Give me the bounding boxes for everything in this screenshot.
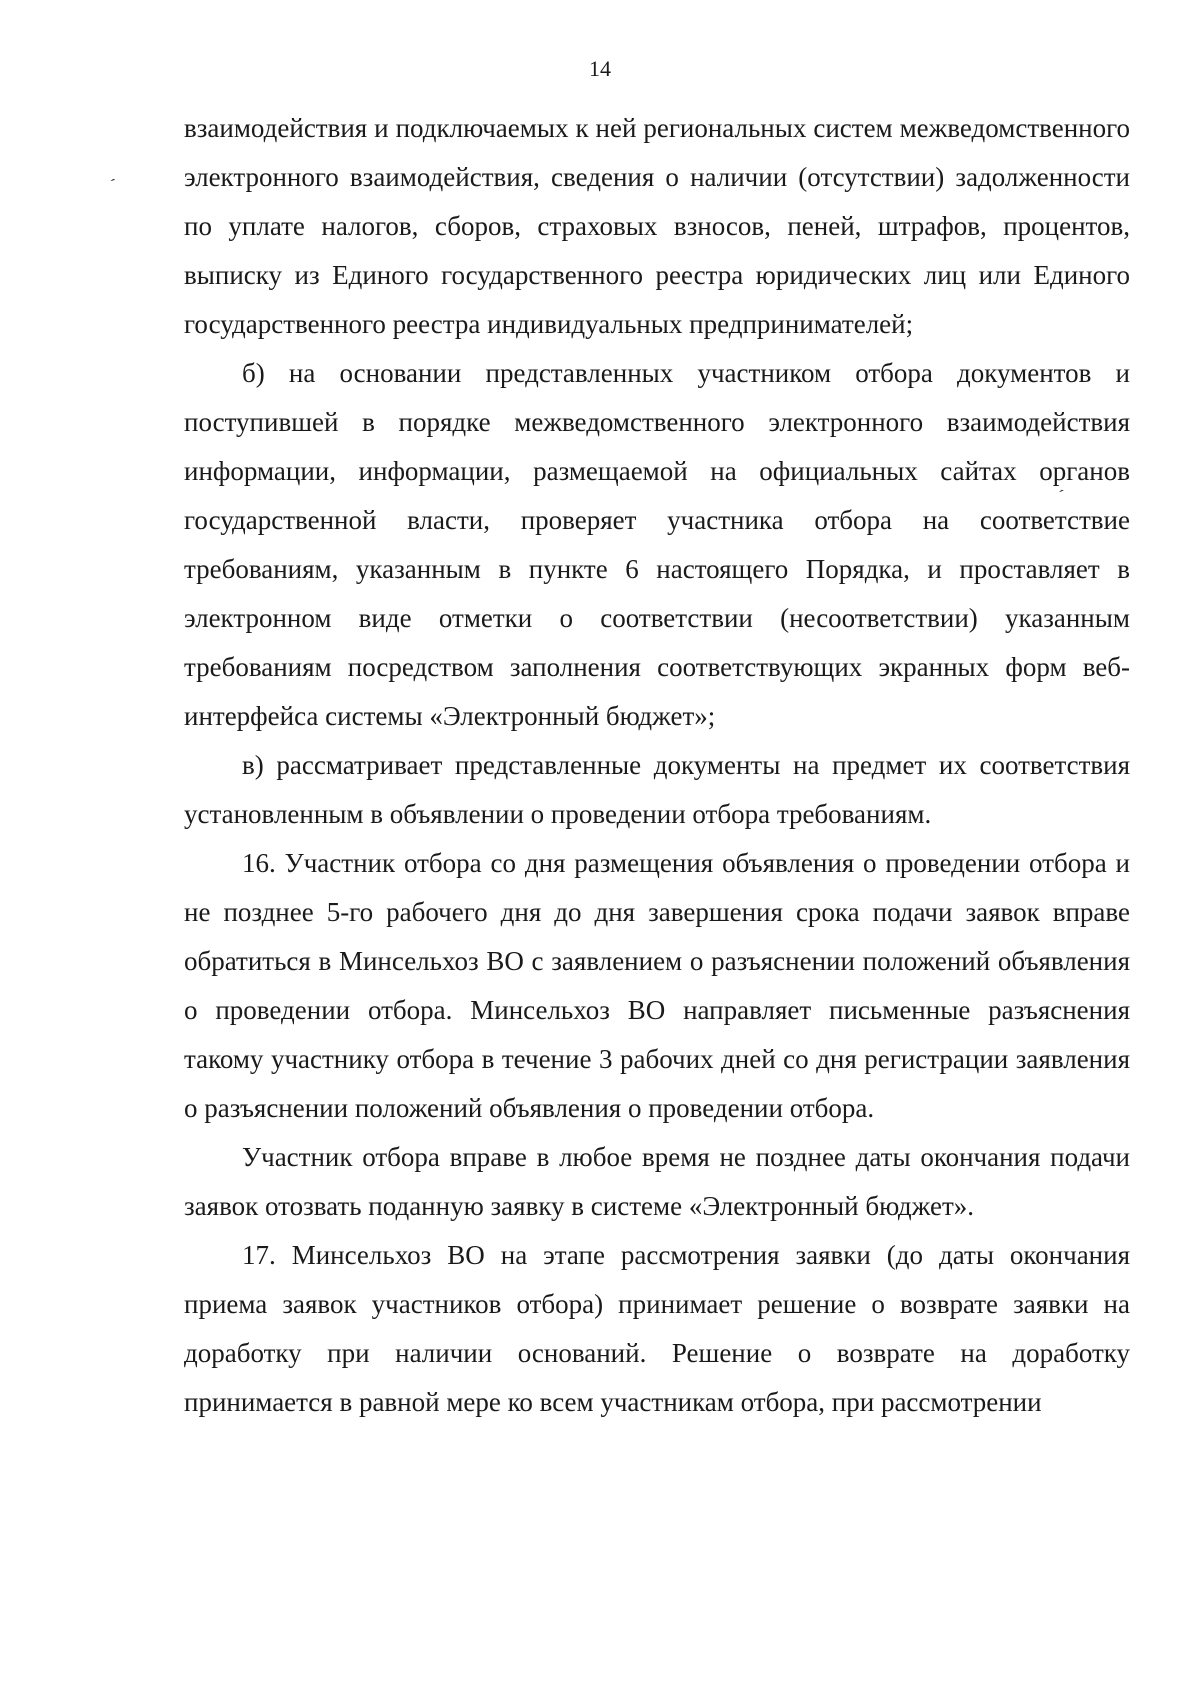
document-body — [184, 104, 1130, 1427]
paragraph-clause-17: 17. Минсельхоз ВО на этапе рассмотрения заявки (до даты окончания приема заявок участников отбора) принимает решение о возврате заявки на доработку при наличии оснований. Решение о возврате на доработку принимается в равной мере ко всем участникам отбора, при рассмотрении — [184, 1240, 1130, 1417]
paragraph-clause-16: 16. Участник отбора со дня размещения объявления о проведении отбора и не позднее 5-го рабочего дня до дня завершения срока подачи заявок вправе обратиться в Минсельхоз ВО с заявлением о разъяснении положений объявления о проведении отбора. Минсельхоз ВО направляет письменные разъяснения такому участнику отбора в течение 3 рабочих дней со дня регистрации заявления о разъяснении положений объявления о проведении отбора. — [184, 848, 1130, 1123]
paragraph-item-b: б) на основании представленных участником отбора документов и поступившей в порядке межведомственного электронного взаимодействия информации, информации, размещаемой на официальных сайтах органов государственной власти, проверяет участника отбора на соответствие требованиям, указанным в пункте 6 настоящего Порядка, и проставляет в электронном виде отметки о соответствии (несоответствии) указанным требованиям посредством заполнения соответствующих экранных форм веб-интерфейса системы «Электронный бюджет»; — [184, 358, 1130, 731]
margin-tick-mark: ˊ — [104, 174, 118, 196]
paragraph-clause-16-withdraw: Участник отбора вправе в любое время не позднее даты окончания подачи заявок отозвать поданную заявку в системе «Электронный бюджет». — [184, 1142, 1130, 1221]
page-number: 14 — [589, 56, 611, 81]
margin-tick-mark: ˊ — [1054, 485, 1066, 507]
paragraph-item-v: в) рассматривает представленные документы на предмет их соответствия установленным в объявлении о проведении отбора требованиям. — [184, 750, 1130, 829]
paragraph-continuation: взаимодействия и подключаемых к ней региональных систем межведомственного электронного взаимодействия, сведения о наличии (отсутствии) задолженности по уплате налогов, сборов, страховых взносов, пеней, штрафов, процентов, выписку из Единого государственного реестра юридических лиц или Единого государственного реестра индивидуальных предпринимателей; — [184, 113, 1130, 339]
